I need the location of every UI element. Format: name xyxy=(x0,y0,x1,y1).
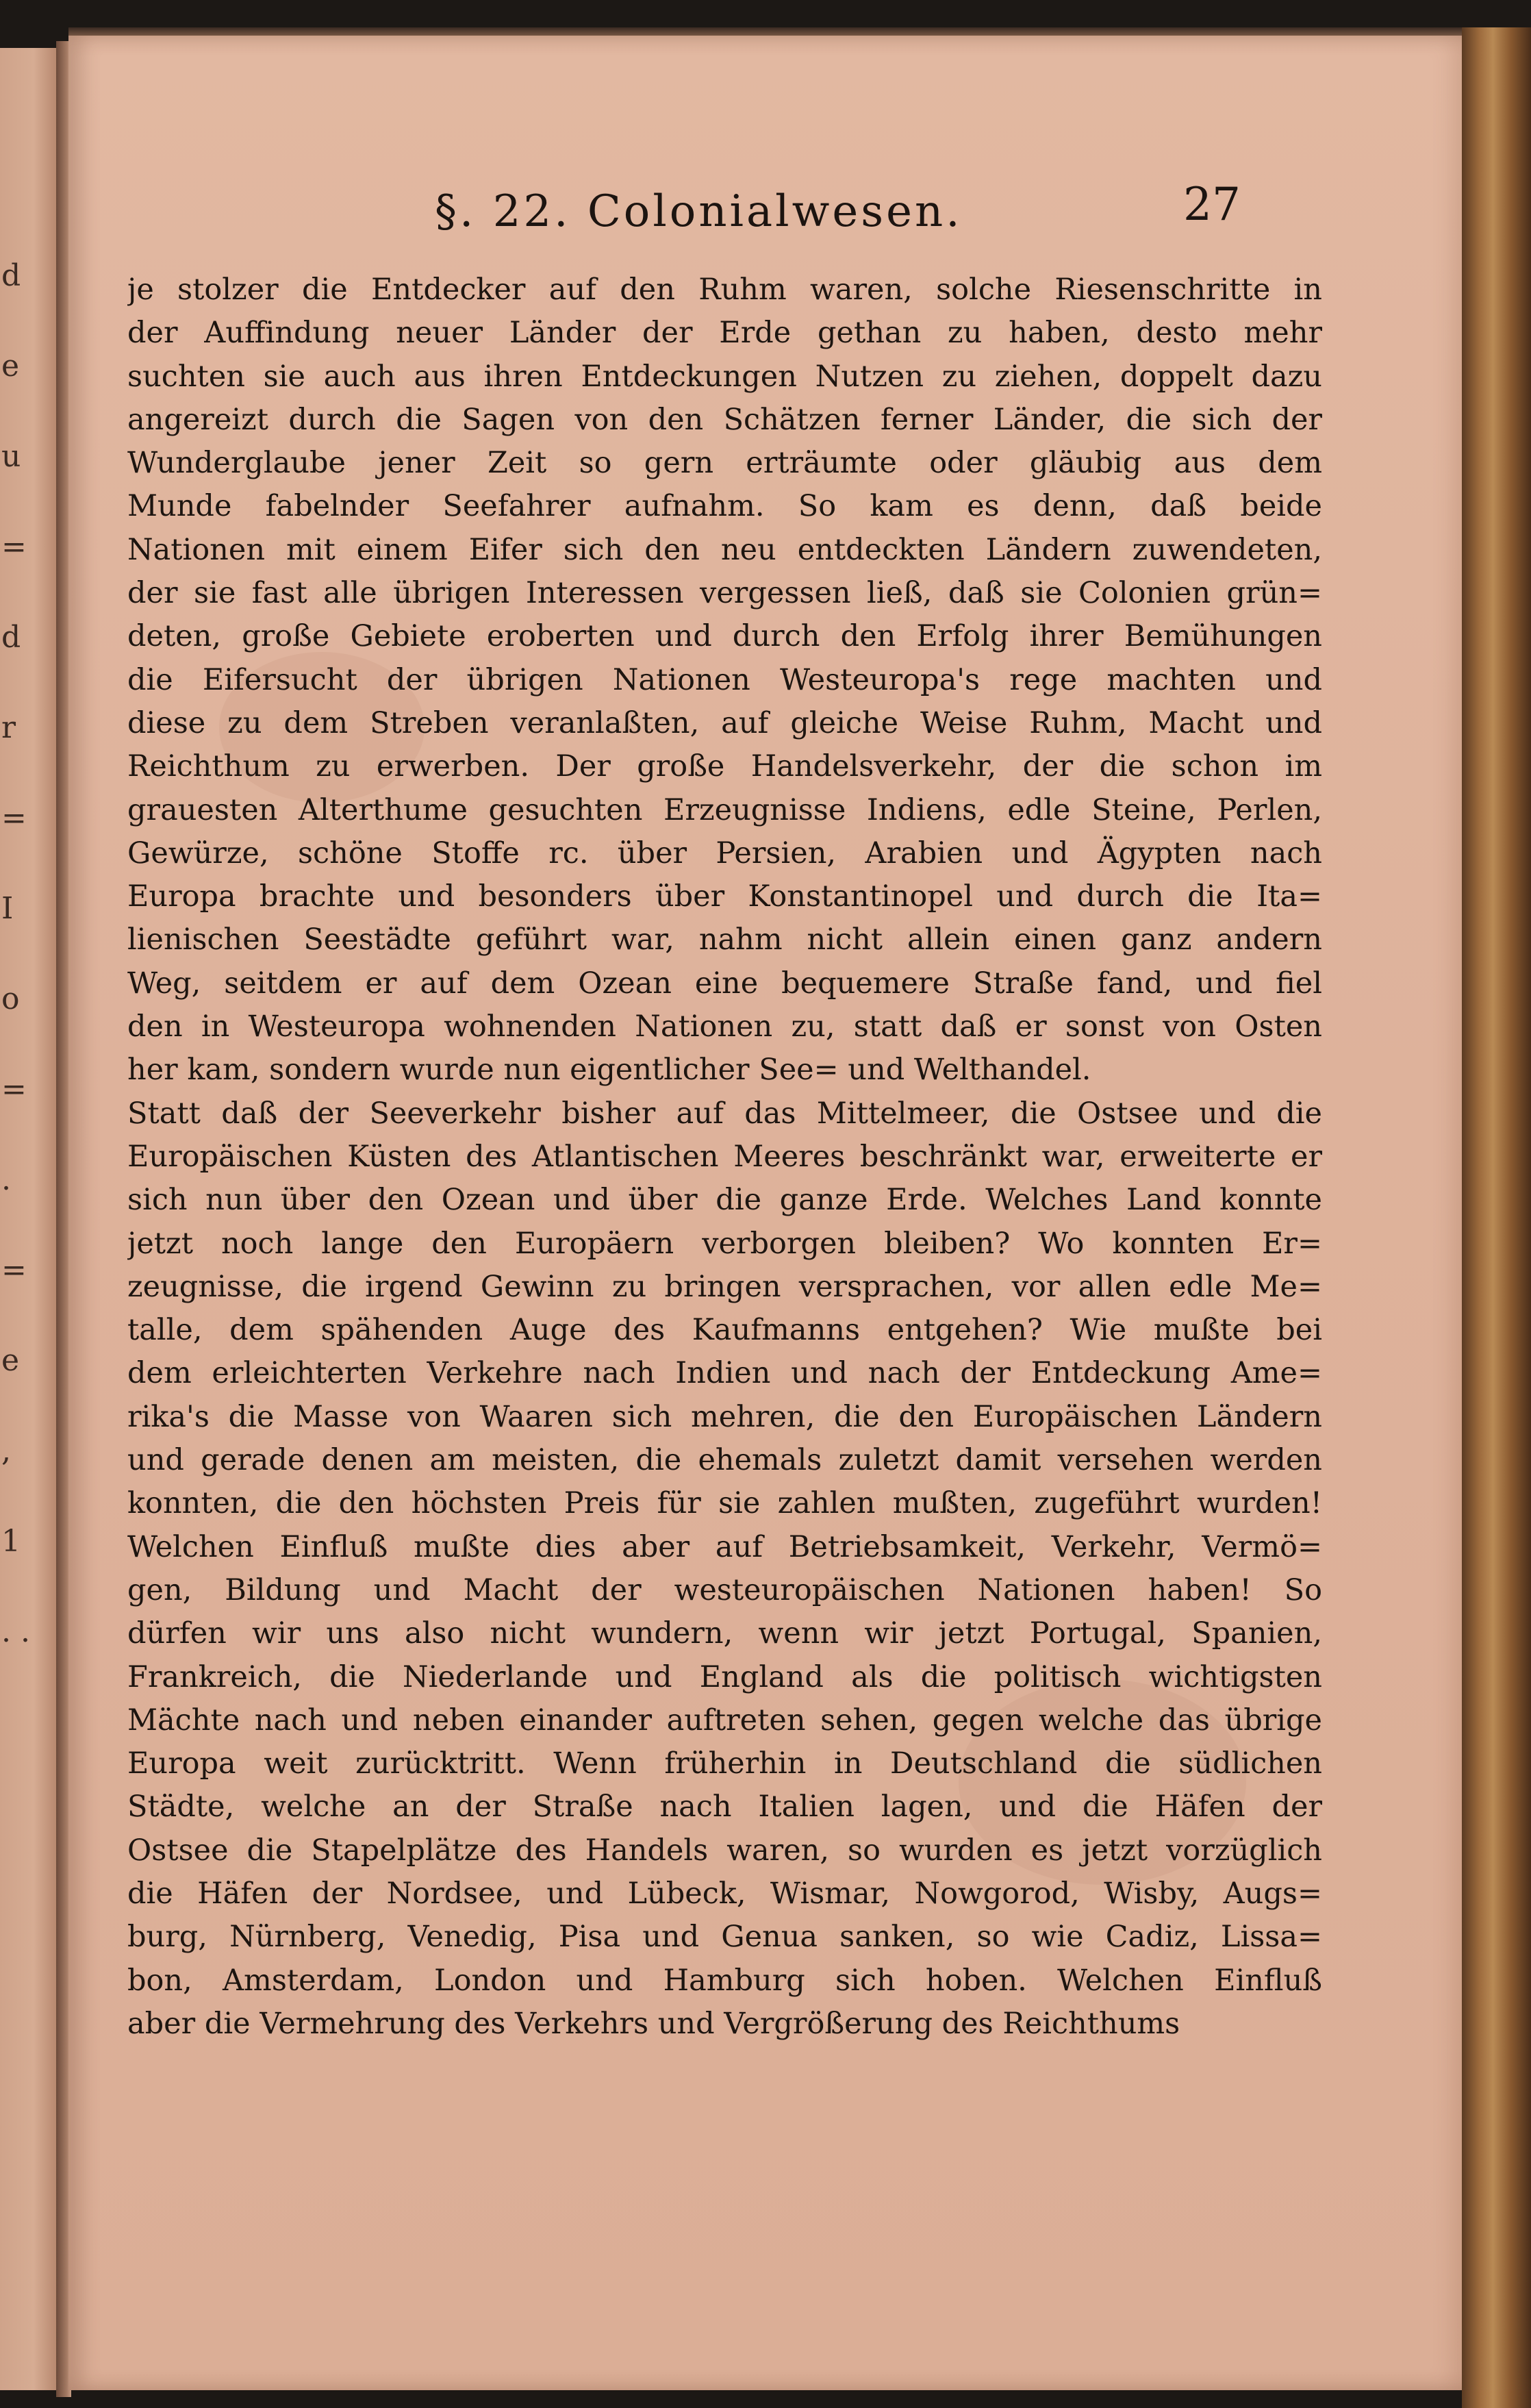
text-line: bon, Amsterdam, London und Hamburg sich hoben. Welchen Einfluß xyxy=(127,1963,1322,1998)
text-line: zeugnisse, die irgend Gewinn zu bringen versprachen, vor allen edle Me= xyxy=(127,1269,1322,1304)
text-line: rika's die Masse von Waaren sich mehren, die den Europäischen Ländern xyxy=(127,1399,1322,1434)
text-line: deten, große Gebiete eroberten und durch den Erfolg ihrer Bemühungen xyxy=(127,619,1322,654)
text-line: angereizt durch die Sagen von den Schätzen ferner Länder, die sich der xyxy=(127,402,1322,437)
right-page xyxy=(68,36,1465,2390)
text-line: aber die Vermehrung des Verkehrs und Vergrößerung des Reichthums xyxy=(127,2006,1180,2041)
text-line: lienischen Seestädte geführt war, nahm nicht allein einen ganz andern xyxy=(127,923,1322,957)
page-number: 27 xyxy=(1183,178,1241,231)
page-header xyxy=(68,173,1465,248)
margin-fragment: = xyxy=(1,801,27,836)
margin-fragment: o xyxy=(1,981,20,1016)
text-line: Wunderglaube jener Zeit so gern erträumte oder gläubig aus dem xyxy=(127,446,1322,481)
margin-fragment: d xyxy=(1,620,21,655)
margin-fragment: e xyxy=(1,349,20,384)
text-line: konnten, die den höchsten Preis für sie zahlen mußten, zugeführt wurden! xyxy=(127,1486,1322,1521)
text-line: talle, dem spähenden Auge des Kaufmanns entgehen? Wie mußte bei xyxy=(127,1313,1322,1348)
text-line: der Auffindung neuer Länder der Erde gethan zu haben, desto mehr xyxy=(127,316,1322,351)
text-line: der sie fast alle übrigen Interessen vergessen ließ, daß sie Colonien grün= xyxy=(127,576,1322,611)
margin-fragment: = xyxy=(1,529,27,564)
text-line: Frankreich, die Niederlande und England als die politisch wichtigsten xyxy=(127,1659,1322,1694)
left-page-edge xyxy=(0,48,56,2390)
margin-fragment: d xyxy=(1,258,21,293)
text-line: die Eifersucht der übrigen Nationen Westeuropa's rege machten und xyxy=(127,662,1322,697)
body-text xyxy=(127,268,1322,2046)
text-line: Europa brachte und besonders über Konstantinopel und durch die Ita= xyxy=(127,879,1322,914)
margin-fragment: , xyxy=(1,1433,11,1468)
margin-fragment: . . xyxy=(1,1614,30,1649)
text-line: grauesten Alterthume gesuchten Erzeugnisse Indiens, edle Steine, Perlen, xyxy=(127,792,1322,827)
margin-fragment: . xyxy=(1,1162,11,1197)
margin-fragment: 1 xyxy=(1,1524,21,1559)
text-line: Weg, seitdem er auf dem Ozean eine bequemere Straße fand, und fiel xyxy=(127,966,1322,1001)
text-line: gen, Bildung und Macht der westeuropäischen Nationen haben! So xyxy=(127,1572,1322,1607)
book-cover-edge xyxy=(1462,27,1531,2408)
text-line: Städte, welche an der Straße nach Italien lagen, und die Häfen der xyxy=(127,1790,1322,1824)
margin-fragment: u xyxy=(1,439,21,474)
margin-fragment: r xyxy=(1,710,16,745)
text-line: diese zu dem Streben veranlaßten, auf gleiche Weise Ruhm, Macht und xyxy=(127,705,1322,740)
text-line: Nationen mit einem Eifer sich den neu entdeckten Ländern zuwendeten, xyxy=(127,532,1322,567)
text-line: suchten sie auch aus ihren Entdeckungen Nutzen zu ziehen, doppelt dazu xyxy=(127,359,1322,394)
text-line: Mächte nach und neben einander auftreten sehen, gegen welche das übrige xyxy=(127,1703,1322,1738)
text-line: je stolzer die Entdecker auf den Ruhm waren, solche Riesenschritte in xyxy=(127,273,1322,307)
text-line: Europäischen Küsten des Atlantischen Meeres beschränkt war, erweiterte er xyxy=(127,1139,1322,1174)
text-line: burg, Nürnberg, Venedig, Pisa und Genua sanken, so wie Cadiz, Lissa= xyxy=(127,1920,1322,1955)
running-head: §. 22. Colonialwesen. xyxy=(435,186,963,237)
margin-fragment: = xyxy=(1,1253,27,1288)
left-margin-fragments xyxy=(1,253,29,1700)
margin-fragment: I xyxy=(1,891,14,926)
text-line: sich nun über den Ozean und über die ganze Erde. Welches Land konnte xyxy=(127,1183,1322,1218)
text-line: Munde fabelnder Seefahrer aufnahm. So kam es denn, daß beide xyxy=(127,489,1322,524)
text-line: dem erleichterten Verkehre nach Indien und nach der Entdeckung Ame= xyxy=(127,1356,1322,1391)
text-line: und gerade denen am meisten, die ehemals zuletzt damit versehen werden xyxy=(127,1443,1322,1478)
text-line: Welchen Einfluß mußte dies aber auf Betriebsamkeit, Verkehr, Vermö= xyxy=(127,1529,1322,1564)
text-line: dürfen wir uns also nicht wundern, wenn wir jetzt Portugal, Spanien, xyxy=(127,1616,1322,1651)
text-line: den in Westeuropa wohnenden Nationen zu, statt daß er sonst von Osten xyxy=(127,1009,1322,1044)
text-line: Europa weit zurücktritt. Wenn früherhin in Deutschland die südlichen xyxy=(127,1746,1322,1781)
margin-fragment: = xyxy=(1,1072,27,1107)
margin-fragment: e xyxy=(1,1343,20,1378)
text-line: her kam, sondern wurde nun eigentlicher See= und Welthandel. xyxy=(127,1053,1091,1088)
text-line: Gewürze, schöne Stoffe rc. über Persien, Arabien und Ägypten nach xyxy=(127,836,1322,870)
text-line: Ostsee die Stapelplätze des Handels waren, so wurden es jetzt vorzüglich xyxy=(127,1833,1322,1868)
text-line: Statt daß der Seeverkehr bisher auf das Mittelmeer, die Ostsee und die xyxy=(127,1096,1322,1131)
text-line: Reichthum zu erwerben. Der große Handelsverkehr, der die schon im xyxy=(127,749,1322,784)
text-line: jetzt noch lange den Europäern verborgen bleiben? Wo konnten Er= xyxy=(127,1226,1322,1261)
text-line: die Häfen der Nordsee, und Lübeck, Wismar, Nowgorod, Wisby, Augs= xyxy=(127,1876,1322,1911)
